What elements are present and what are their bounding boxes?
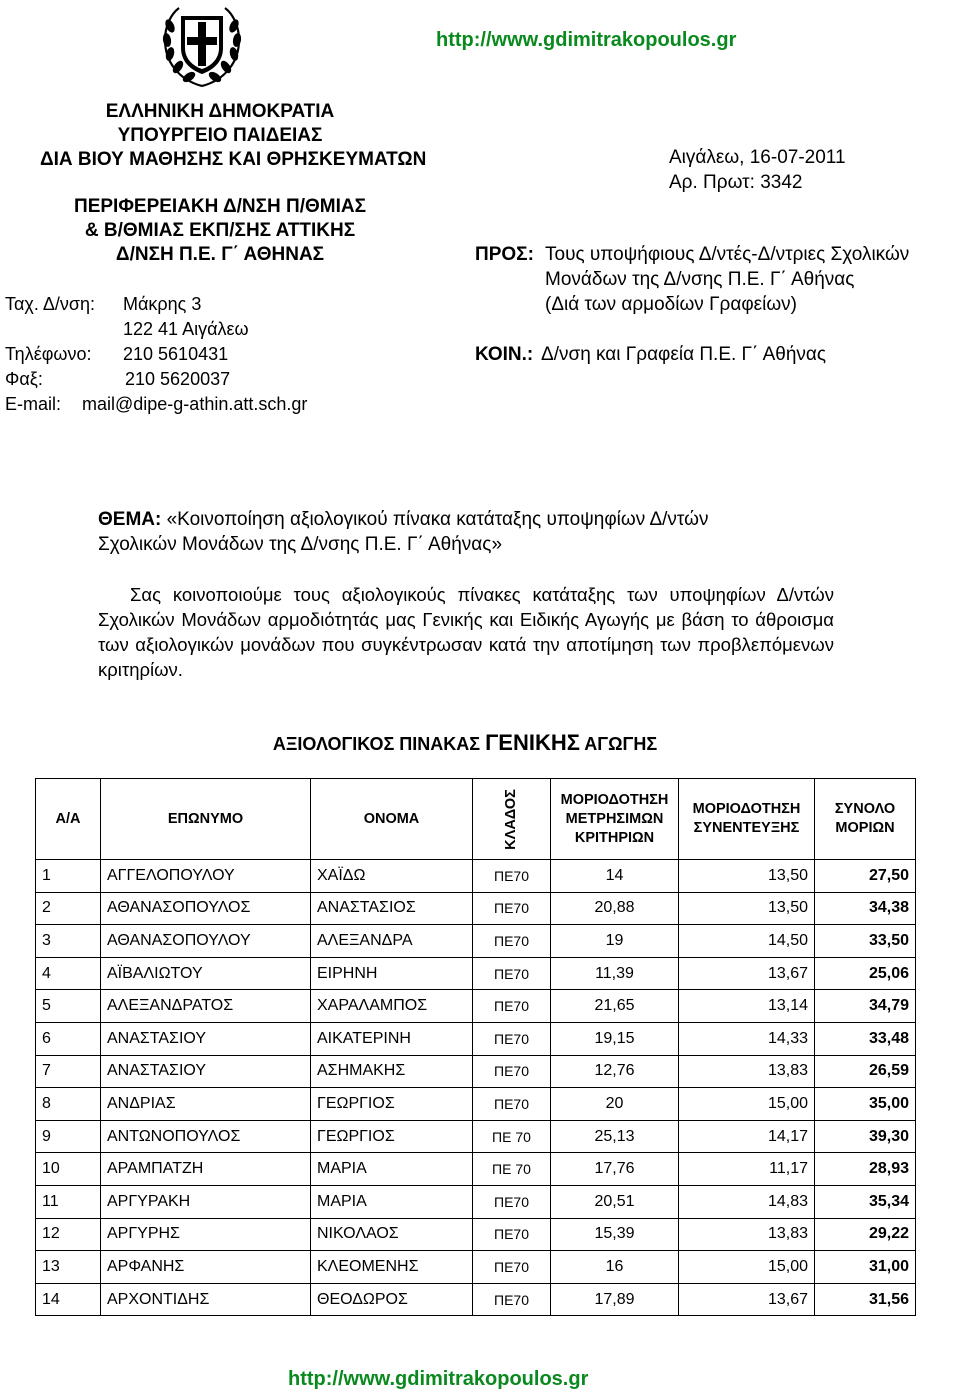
cell-surname: ΑΡΓΥΡΗΣ [101,1218,311,1251]
col-header-aa: Α/Α [36,779,101,860]
cell-interview: 13,83 [679,1055,815,1088]
cell-aa: 13 [36,1251,101,1284]
cell-branch: ΠΕ70 [473,1088,551,1121]
cell-total: 35,00 [815,1088,916,1121]
place-date: Αιγάλεω, 16-07-2011 [669,147,846,168]
cell-surname: ΑΓΓΕΛΟΠΟΥΛΟΥ [101,860,311,893]
footer-url-link[interactable]: http://www.gdimitrakopoulos.gr [288,1368,589,1390]
cc-label: ΚΟΙΝ.: [475,344,534,365]
cell-branch: ΠΕ70 [473,1185,551,1218]
header-url-link[interactable]: http://www.gdimitrakopoulos.gr [436,29,737,51]
cell-name: ΓΕΩΡΓΙΟΣ [311,1088,473,1121]
cell-total: 34,79 [815,990,916,1023]
cell-total: 34,38 [815,892,916,925]
cell-name: ΘΕΟΔΩΡΟΣ [311,1283,473,1316]
cc-text: Δ/νση και Γραφεία Π.Ε. Γ΄ Αθήνας [541,344,827,365]
cell-name: ΑΝΑΣΤΑΣΙΟΣ [311,892,473,925]
cell-branch: ΠΕ70 [473,990,551,1023]
to-line: Μονάδων της Δ/νσης Π.Ε. Γ΄ Αθήνας [545,269,855,290]
cell-surname: ΑΝΔΡΙΑΣ [101,1088,311,1121]
cell-measurable: 14 [551,860,679,893]
table-row [36,1022,916,1055]
cell-branch: ΠΕ70 [473,892,551,925]
cell-branch: ΠΕ70 [473,860,551,893]
subject-line2: Σχολικών Μονάδων της Δ/νσης Π.Ε. Γ΄ Αθήνας» [98,534,503,555]
cell-total: 26,59 [815,1055,916,1088]
cell-aa: 4 [36,957,101,990]
protocol-number: Αρ. Πρωτ: 3342 [669,172,803,193]
cell-branch: ΠΕ70 [473,1022,551,1055]
cell-measurable: 17,89 [551,1283,679,1316]
col-header-surname: ΕΠΩΝΥΜΟ [101,779,311,860]
cell-total: 29,22 [815,1218,916,1251]
cell-name: ΑΙΚΑΤΕΡΙΝΗ [311,1022,473,1055]
col-header-branch [473,779,551,860]
cell-measurable: 20,51 [551,1185,679,1218]
cell-name: ΚΛΕΟΜΕΝΗΣ [311,1251,473,1284]
subject [98,508,709,532]
col-header-branch-text: ΚΛΑΔΟΣ [502,788,519,850]
cell-interview: 14,33 [679,1022,815,1055]
authority-block [40,100,427,267]
cell-name: ΕΙΡΗΝΗ [311,957,473,990]
table-row [36,1251,916,1284]
table-title-part: ΑΞΙΟΛΟΓΙΚΟΣ ΠΙΝΑΚΑΣ [272,734,486,754]
contact-email-label: E-mail: [5,394,62,414]
cell-surname: ΑΝΑΣΤΑΣΙΟΥ [101,1055,311,1088]
cell-name: ΜΑΡΙΑ [311,1185,473,1218]
table-row [36,1185,916,1218]
cell-measurable: 20,88 [551,892,679,925]
table-row [36,925,916,958]
cell-total: 35,34 [815,1185,916,1218]
table-row [36,860,916,893]
table-title-part: ΑΓΩΓΗΣ [579,734,658,754]
contact-phone-label: Τηλέφωνο: [5,344,92,364]
cell-total: 28,93 [815,1153,916,1186]
cell-measurable: 12,76 [551,1055,679,1088]
table-row [36,1283,916,1316]
cell-aa: 3 [36,925,101,958]
cell-name: ΑΣΗΜΑΚΗΣ [311,1055,473,1088]
cell-name: ΑΛΕΞΑΝΔΡΑ [311,925,473,958]
cell-interview: 13,50 [679,892,815,925]
authority-line: ΔΙΑ ΒΙΟΥ ΜΑΘΗΣΗΣ ΚΑΙ ΘΡΗΣΚΕΥΜΑΤΩΝ [40,149,427,170]
cell-surname: ΑΛΕΞΑΝΔΡΑΤΟΣ [101,990,311,1023]
to-label: ΠΡΟΣ: [475,244,534,265]
cell-measurable: 15,39 [551,1218,679,1251]
cell-interview: 13,67 [679,957,815,990]
table-header-row [36,779,916,860]
cell-measurable: 19 [551,925,679,958]
contact-address-label: Ταχ. Δ/νση: [5,294,96,314]
cell-branch: ΠΕ 70 [473,1153,551,1186]
cell-branch: ΠΕ 70 [473,1120,551,1153]
cell-interview: 13,50 [679,860,815,893]
authority-line: Δ/ΝΣΗ Π.Ε. Γ΄ ΑΘΗΝΑΣ [115,244,325,265]
cell-aa: 7 [36,1055,101,1088]
cell-total: 39,30 [815,1120,916,1153]
cell-measurable: 19,15 [551,1022,679,1055]
cell-interview: 13,14 [679,990,815,1023]
cell-interview: 15,00 [679,1088,815,1121]
table-title [0,730,930,756]
cell-name: ΧΑΪΔΩ [311,860,473,893]
cell-interview: 14,17 [679,1120,815,1153]
cell-aa: 10 [36,1153,101,1186]
cell-surname: ΑΡΦΑΝΗΣ [101,1251,311,1284]
cell-measurable: 21,65 [551,990,679,1023]
cell-total: 27,50 [815,860,916,893]
greek-emblem-icon [157,2,247,90]
cell-total: 33,48 [815,1022,916,1055]
cell-aa: 9 [36,1120,101,1153]
cell-branch: ΠΕ70 [473,1283,551,1316]
table-row [36,990,916,1023]
col-header-interview: ΜΟΡΙΟΔΟΤΗΣΗ ΣΥΝΕΝΤΕΥΞΗΣ [679,779,815,860]
cell-measurable: 25,13 [551,1120,679,1153]
cell-interview: 13,67 [679,1283,815,1316]
cell-interview: 14,83 [679,1185,815,1218]
cell-name: ΜΑΡΙΑ [311,1153,473,1186]
cell-measurable: 17,76 [551,1153,679,1186]
cell-measurable: 16 [551,1251,679,1284]
cell-surname: ΑΡΧΟΝΤΙΔΗΣ [101,1283,311,1316]
cell-branch: ΠΕ70 [473,1055,551,1088]
table-row [36,1153,916,1186]
cell-measurable: 11,39 [551,957,679,990]
subject-label: ΘΕΜΑ: [98,509,162,530]
authority-line: ΥΠΟΥΡΓΕΙΟ ΠΑΙΔΕΙΑΣ [117,125,323,146]
cell-aa: 6 [36,1022,101,1055]
cell-total: 33,50 [815,925,916,958]
cell-surname: ΑΪΒΑΛΙΩΤΟΥ [101,957,311,990]
cell-branch: ΠΕ70 [473,1251,551,1284]
to-line: (Διά των αρμοδίων Γραφείων) [545,294,798,315]
cell-surname: ΑΘΑΝΑΣΟΠΟΥΛΟΣ [101,892,311,925]
table-row [36,1218,916,1251]
cell-aa: 2 [36,892,101,925]
col-header-measurable: ΜΟΡΙΟΔΟΤΗΣΗ ΜΕΤΡΗΣΙΜΩΝ ΚΡΙΤΗΡΙΩΝ [551,779,679,860]
cell-aa: 12 [36,1218,101,1251]
cell-total: 31,56 [815,1283,916,1316]
col-header-total: ΣΥΝΟΛΟ ΜΟΡΙΩΝ [815,779,916,860]
cell-measurable: 20 [551,1088,679,1121]
contact-address-value: Μάκρης 3 [123,294,202,314]
cell-aa: 11 [36,1185,101,1218]
cell-aa: 5 [36,990,101,1023]
cell-aa: 14 [36,1283,101,1316]
table-row [36,1055,916,1088]
cell-aa: 1 [36,860,101,893]
cell-branch: ΠΕ70 [473,1218,551,1251]
cell-surname: ΑΝΤΩΝΟΠΟΥΛΟΣ [101,1120,311,1153]
cell-name: ΧΑΡΑΛΑΜΠΟΣ [311,990,473,1023]
authority-line: ΠΕΡΙΦΕΡΕΙΑΚΗ Δ/ΝΣΗ Π/ΘΜΙΑΣ [73,196,367,217]
contact-fax-label: Φαξ: [5,369,43,389]
cell-name: ΝΙΚΟΛΑΟΣ [311,1218,473,1251]
authority-line: ΕΛΛΗΝΙΚΗ ΔΗΜΟΚΡΑΤΙΑ [105,101,335,122]
authority-line: & Β/ΘΜΙΑΣ ΕΚΠ/ΣΗΣ ΑΤΤΙΚΗΣ [84,220,356,241]
cell-interview: 14,50 [679,925,815,958]
table-row [36,957,916,990]
cell-interview: 13,83 [679,1218,815,1251]
col-header-name: ΟΝΟΜΑ [311,779,473,860]
cell-surname: ΑΡΑΜΠΑΤΖΗ [101,1153,311,1186]
body-paragraph: Σας κοινοποιούμε τους αξιολογικούς πίνακες κατάταξης των υποψηφίων Δ/ντών Σχολικών Μονάδων αρμοδιότητάς μας Γενικής και Ειδικής Αγωγής με βάση το άθροισμα των αξιολογικών μονάδων που συγκέντρωσαν κατά την αποτίμηση των προβλεπόμενων κριτηρίων. [98,584,834,680]
subject-line1: «Κοινοποίηση αξιολογικού πίνακα κατάταξης υποψηφίων Δ/ντών [166,509,709,530]
cell-surname: ΑΡΓΥΡΑΚΗ [101,1185,311,1218]
cell-aa: 8 [36,1088,101,1121]
contact-email-value: mail@dipe-g-athin.att.sch.gr [82,394,308,414]
contact-postal: 122 41 Αιγάλεω [123,319,249,339]
cell-branch: ΠΕ70 [473,957,551,990]
table-title-emphasis: ΓΕΝΙΚΗΣ [485,730,580,755]
to-line: Τους υποψήφιους Δ/ντές-Δ/ντριες Σχολικών [545,244,910,265]
cell-total: 25,06 [815,957,916,990]
contact-phone-value: 210 5610431 [123,344,229,364]
contact-fax-value: 210 5620037 [125,369,231,389]
table-row [36,1088,916,1121]
cell-branch: ΠΕ70 [473,925,551,958]
cell-surname: ΑΘΑΝΑΣΟΠΟΥΛΟΥ [101,925,311,958]
cell-interview: 11,17 [679,1153,815,1186]
cell-total: 31,00 [815,1251,916,1284]
cell-surname: ΑΝΑΣΤΑΣΙΟΥ [101,1022,311,1055]
cell-interview: 15,00 [679,1251,815,1284]
table-row [36,1120,916,1153]
ranking-table [35,778,916,1316]
cell-name: ΓΕΩΡΓΙΟΣ [311,1120,473,1153]
table-row [36,892,916,925]
